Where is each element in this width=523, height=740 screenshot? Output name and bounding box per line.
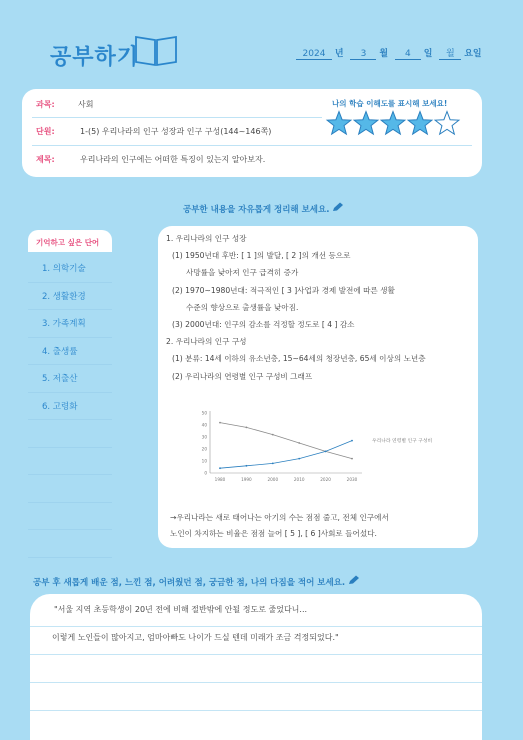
data-point	[246, 427, 248, 429]
y-tick-label: 10	[201, 458, 207, 464]
x-tick-label: 2000	[267, 477, 279, 482]
reflection-card	[30, 594, 482, 740]
star-empty-icon[interactable]	[435, 112, 459, 135]
x-tick-label: 1980	[214, 477, 226, 482]
reflection-heading	[33, 575, 360, 588]
words-heading: 기억하고 싶은 단어	[28, 230, 112, 252]
day-unit: 일	[423, 49, 433, 59]
note-line: (1) 분류: 14세 이하의 유소년층, 15~64세의 청장년층, 65세 이상의 노년층	[172, 354, 426, 364]
weekday-unit: 요일	[464, 49, 482, 59]
subject-label: 과목:	[36, 100, 55, 109]
note-line: 수준의 향상으로 출생률을 낮아짐.	[186, 302, 299, 312]
word-item[interactable]: 2. 생활환경	[42, 291, 86, 302]
data-point	[246, 465, 248, 467]
note-line: 1. 우리나라의 인구 성장	[166, 234, 247, 243]
chart-legend-label: 우리나라 연령별 인구 구성비	[372, 439, 433, 444]
y-tick-label: 40	[201, 422, 207, 428]
data-point	[351, 440, 353, 442]
summary-heading	[183, 202, 344, 215]
data-point	[219, 422, 221, 424]
rating-stars[interactable]	[325, 110, 465, 136]
pencil-icon	[348, 575, 360, 585]
word-item[interactable]: 6. 고령화	[42, 401, 78, 412]
reflection-heading-text: 공부 후 새롭게 배운 점, 느낀 점, 어려웠던 점, 궁금한 점, 나의 다짐을 적어 보세요.	[33, 578, 346, 588]
topic-value[interactable]: 우리나라의 인구에는 어떠한 특징이 있는지 알아보자.	[80, 155, 266, 164]
population-chart	[190, 405, 475, 495]
x-tick-label: 2030	[346, 477, 358, 482]
y-tick-label: 30	[201, 434, 207, 440]
unit-value[interactable]: 1-(5) 우리나라의 인구 성장과 인구 구성(144~146쪽)	[80, 127, 272, 136]
conclusion-line-1: →우리나라는 새로 태어나는 아기의 수는 점점 줄고, 전체 인구에서	[170, 513, 389, 522]
day-value[interactable]: 4	[395, 49, 421, 60]
data-point	[351, 458, 353, 460]
year-value[interactable]: 2024	[296, 49, 332, 60]
data-point	[325, 451, 327, 453]
note-line: (2) 우리나라의 연령별 인구 구성비 그래프	[172, 371, 313, 381]
data-point	[298, 442, 300, 444]
page-title: 공부하기	[50, 45, 140, 70]
unit-label: 단원:	[36, 127, 55, 136]
x-tick-label: 1990	[241, 477, 252, 482]
pencil-icon	[332, 202, 344, 212]
note-line: 2. 우리나라의 인구 구성	[166, 337, 247, 347]
date-line	[296, 46, 482, 60]
word-item[interactable]: 3. 가족계획	[42, 319, 86, 329]
reflection-line-1[interactable]: "서울 지역 초등학생이 20년 전에 비해 절반밖에 안될 정도로 줄었다니...	[54, 605, 308, 614]
x-tick-label: 2010	[293, 477, 305, 482]
reflection-line-2[interactable]: 이렇게 노인들이 많아지고, 엄마아빠도 나이가 드실 텐데 미래가 조금 걱정되었다."	[52, 633, 339, 642]
data-point	[219, 467, 221, 469]
series-line-1	[220, 441, 352, 469]
y-tick-label: 0	[204, 470, 207, 476]
subject-value[interactable]: 사회	[78, 100, 94, 109]
series-line-0	[220, 423, 352, 459]
note-line: (2) 1970~1980년대: 적극적인 [ 3 ]사업과 경제 발전에 따른 생활	[172, 285, 395, 295]
y-tick-label: 50	[201, 410, 207, 416]
y-tick-label: 20	[201, 446, 207, 452]
month-unit: 월	[379, 49, 389, 59]
note-line: (1) 1950년대 후반: [ 1 ]의 발달, [ 2 ]의 개선 등으로	[172, 251, 351, 261]
summary-heading-text: 공부한 내용을 자유롭게 정리해 보세요.	[183, 205, 330, 215]
word-item[interactable]: 1. 의학기술	[42, 264, 86, 274]
note-line: 사망률을 낮아져 인구 급격히 증가	[186, 268, 299, 278]
conclusion-line-2: 노인이 차지하는 비율은 점점 늘어 [ 5 ], [ 6 ]사회로 들어섰다.	[170, 529, 377, 538]
rating-label: 나의 학습 이해도를 표시해 보세요!	[332, 99, 448, 108]
book-icon	[133, 33, 179, 67]
star-filled-icon[interactable]	[408, 112, 432, 135]
word-item[interactable]: 4. 출생률	[42, 346, 78, 357]
topic-label: 제목:	[36, 155, 55, 164]
weekday-value[interactable]: 월	[439, 46, 461, 60]
month-value[interactable]: 3	[350, 49, 376, 60]
data-point	[272, 463, 274, 465]
data-point	[272, 434, 274, 436]
data-point	[298, 458, 300, 460]
note-line: (3) 2000년대: 인구의 감소를 걱정할 정도로 [ 4 ] 감소	[172, 320, 355, 329]
star-filled-icon[interactable]	[327, 112, 351, 135]
word-item[interactable]: 5. 저출산	[42, 374, 78, 384]
star-filled-icon[interactable]	[381, 112, 405, 135]
x-tick-label: 2020	[320, 477, 331, 482]
year-unit: 년	[334, 49, 344, 59]
star-filled-icon[interactable]	[354, 112, 378, 135]
